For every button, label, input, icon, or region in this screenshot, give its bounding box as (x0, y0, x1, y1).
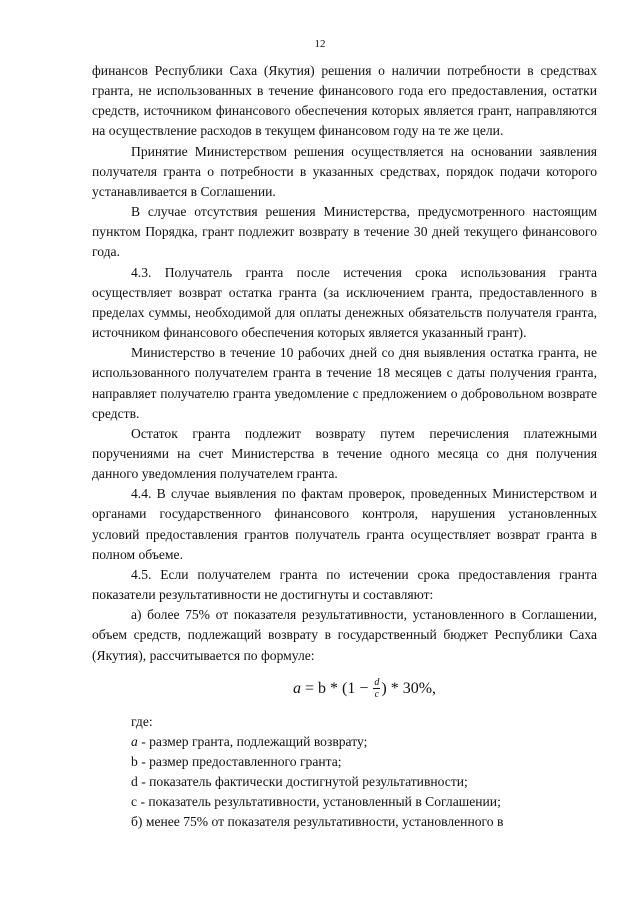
formula-tail: ) * 30%, (381, 679, 437, 697)
formula-lhs: a (292, 679, 301, 697)
definition-b: b - размер предоставленного гранта; (131, 754, 342, 769)
paragraph-4-3: 4.3. Получатель гранта после истечения срока использования гранта осуществляет возврат остатка гранта (за исключением гранта, предоставленного в пределах суммы, необходимой для оплаты денежных обязательств получателя гранта, источником финансового обеспечения которых является указанный грант). (92, 264, 597, 341)
paragraph-4-5: 4.5. Если получателем гранта по истечении срока предоставления гранта показатели результативности не достигнуты и составляют: (92, 566, 597, 603)
formula (92, 666, 597, 712)
paragraph-5: Министерство в течение 10 рабочих дней со дня выявления остатка гранта, не использованного получателем гранта в течение 18 месяцев с даты получения гранта, направляет получателю гранта уведомление с предложением о добровольном возврате средств. (92, 345, 597, 421)
paragraph-b: б) менее 75% от показателя результативности, установленного в (131, 814, 504, 830)
formula-eq: = b * (1 − (300, 679, 373, 697)
fraction-numerator: d (374, 677, 380, 689)
where-label: где: (131, 713, 153, 729)
definition-c: c - показатель результативности, установленный в Соглашении; (131, 794, 501, 810)
paragraph-6: Остаток гранта подлежит возврату путем перечисления платежными поручениями на счет Министерства в течение одного месяца со дня получения данного уведомления получателем гранта. (92, 425, 597, 482)
definition-a: a - размер гранта, подлежащий возврату; (131, 733, 368, 749)
page-number: 12 (314, 38, 326, 50)
definition-d: d - показатель фактически достигнутой результативности; (131, 774, 468, 790)
document-body (92, 61, 597, 833)
paragraph-3: В случае отсутствия решения Министерства, предусмотренного настоящим пунктом Порядка, грант подлежит возврату в течение 30 дней текущего финансового года. (92, 204, 597, 260)
paragraph-2: Принятие Министерством решения осуществляется на основании заявления получателя гранта о потребности в указанных средствах, порядок подачи которого устанавливается в Соглашении. (92, 143, 597, 199)
paragraph-a: а) более 75% от показателя результативности, установленного в Соглашении, объем средств, подлежащий возврату в государственный бюджет Республики Саха (Якутия), рассчитывается по формуле: (92, 607, 597, 663)
paragraph-1: финансов Республики Саха (Якутия) решения о наличии потребности в средствах гранта, не использованных в течение финансового года его предоставления, остатки средств, источником финансового обеспечения которых является грант, направляются на осуществление расходов в текущем финансовом году на те же цели. (92, 63, 597, 139)
paragraph-4-4: 4.4. В случае выявления по фактам проверок, проведенных Министерством и органами государственного финансового контроля, нарушения установленных условий предоставления грантов получатель гранта осуществляет возврат гранта в полном объеме. (92, 486, 597, 562)
formula-fraction (373, 677, 380, 700)
fraction-denominator: c (374, 689, 380, 701)
